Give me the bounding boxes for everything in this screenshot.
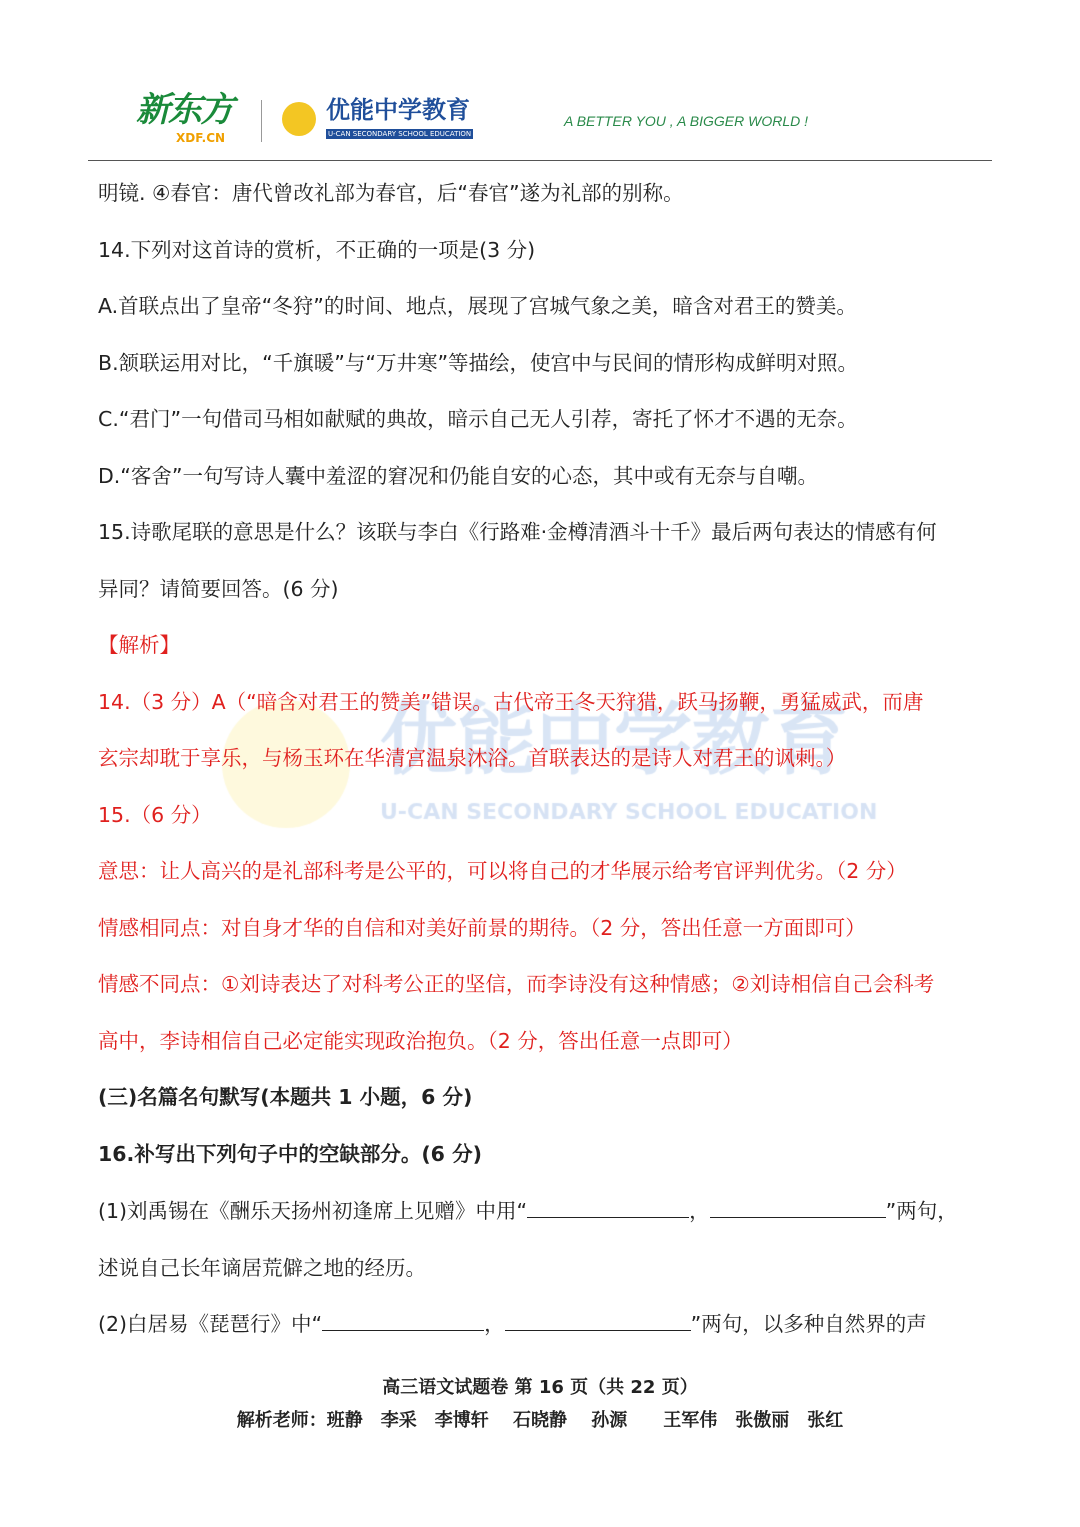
- blank: [505, 1310, 691, 1331]
- q16-1-cont: 述说自己长年谪居荒僻之地的经历。: [98, 1256, 426, 1280]
- blank: [527, 1197, 689, 1218]
- page-header: [136, 92, 996, 147]
- blank: [710, 1197, 886, 1218]
- page-footer: 高三语文试题卷 第 16 页（共 22 页）: [382, 1377, 698, 1398]
- q16-1-post: ”两句，: [885, 1199, 958, 1223]
- comma: ，: [689, 1199, 710, 1223]
- q16-1: [98, 1197, 958, 1225]
- logo-divider: [261, 100, 262, 142]
- text-line: 【解析】: [98, 633, 180, 657]
- xdf-logo: 新东方: [136, 90, 232, 130]
- blank: [322, 1310, 484, 1331]
- text-line: D.“客舍”一句写诗人囊中羞涩的窘况和仍能自安的心态，其中或有无奈与自嘲。: [98, 463, 819, 488]
- ucan-logo-sub: U-CAN SECONDARY SCHOOL EDUCATION: [328, 130, 472, 138]
- xdf-logo-sub: XDF.CN: [176, 131, 226, 145]
- text-line: 15.（6 分）: [98, 802, 212, 827]
- text-line: 玄宗却耽于享乐，与杨玉环在华清宫温泉沐浴。首联表达的是诗人对君王的讽刺。）: [98, 746, 847, 770]
- comma: ，: [484, 1312, 505, 1336]
- text-line: 异同？请简要回答。(6 分): [98, 576, 339, 601]
- q16-2-text: (2)白居易《琵琶行》中“: [98, 1312, 323, 1336]
- text-line: B.颔联运用对比，“千旗暖”与“万井寒”等描绘，使宫中与民间的情形构成鲜明对照。: [98, 350, 859, 375]
- text-line: 16.补写出下列句子中的空缺部分。(6 分): [98, 1141, 482, 1166]
- text-line: A.首联点出了皇帝“冬狩”的时间、地点，展现了宫城气象之美，暗含对君王的赞美。: [98, 294, 857, 318]
- text-line: 15.诗歌尾联的意思是什么？该联与李白《行路难·金樽清酒斗十千》最后两句表达的情感有何: [98, 520, 937, 544]
- slogan: A BETTER YOU , A BIGGER WORLD !: [564, 113, 809, 129]
- q16-2: [98, 1310, 927, 1338]
- text-line: 意思：让人高兴的是礼部科考是公平的，可以将自己的才华展示给考官评判优劣。（2 分）: [98, 859, 907, 883]
- text-line: (三)名篇名句默写(本题共 1 小题，6 分): [98, 1085, 473, 1109]
- q16-1-text: (1)刘禹锡在《酬乐天扬州初逢席上见赠》中用“: [98, 1199, 528, 1223]
- text-line: 14.下列对这首诗的赏析，不正确的一项是(3 分): [98, 237, 536, 262]
- text-line: C.“君门”一句借司马相如献赋的典故，暗示自己无人引荐，寄托了怀才不遇的无奈。: [98, 407, 858, 431]
- ucan-logo: 优能中学教育: [326, 96, 470, 124]
- text-line: 明镜. ④春官：唐代曾改礼部为春官，后“春官”遂为礼部的别称。: [98, 181, 684, 205]
- teachers-footer: 解析老师：班静 李采 李博轩 石晓静 孙源 王军伟 张傲丽 张红: [236, 1410, 844, 1431]
- text-line: 14.（3 分）A（“暗含对君王的赞美”错误。古代帝王冬天狩猎，跃马扬鞭，勇猛威武，而唐: [98, 689, 924, 714]
- ucan-logo-icon: [282, 102, 316, 136]
- text-line: 情感相同点：对自身才华的自信和对美好前景的期待。（2 分，答出任意一方面即可）: [98, 915, 866, 940]
- q16-2-post: ”两句，以多种自然界的声: [690, 1312, 927, 1336]
- header-rule: [88, 160, 992, 161]
- text-line: 高中，李诗相信自己必定能实现政治抱负。（2 分，答出任意一点即可）: [98, 1028, 743, 1053]
- text-line: 情感不同点：①刘诗表达了对科考公正的坚信，而李诗没有这种情感；②刘诗相信自己会科考: [98, 972, 935, 996]
